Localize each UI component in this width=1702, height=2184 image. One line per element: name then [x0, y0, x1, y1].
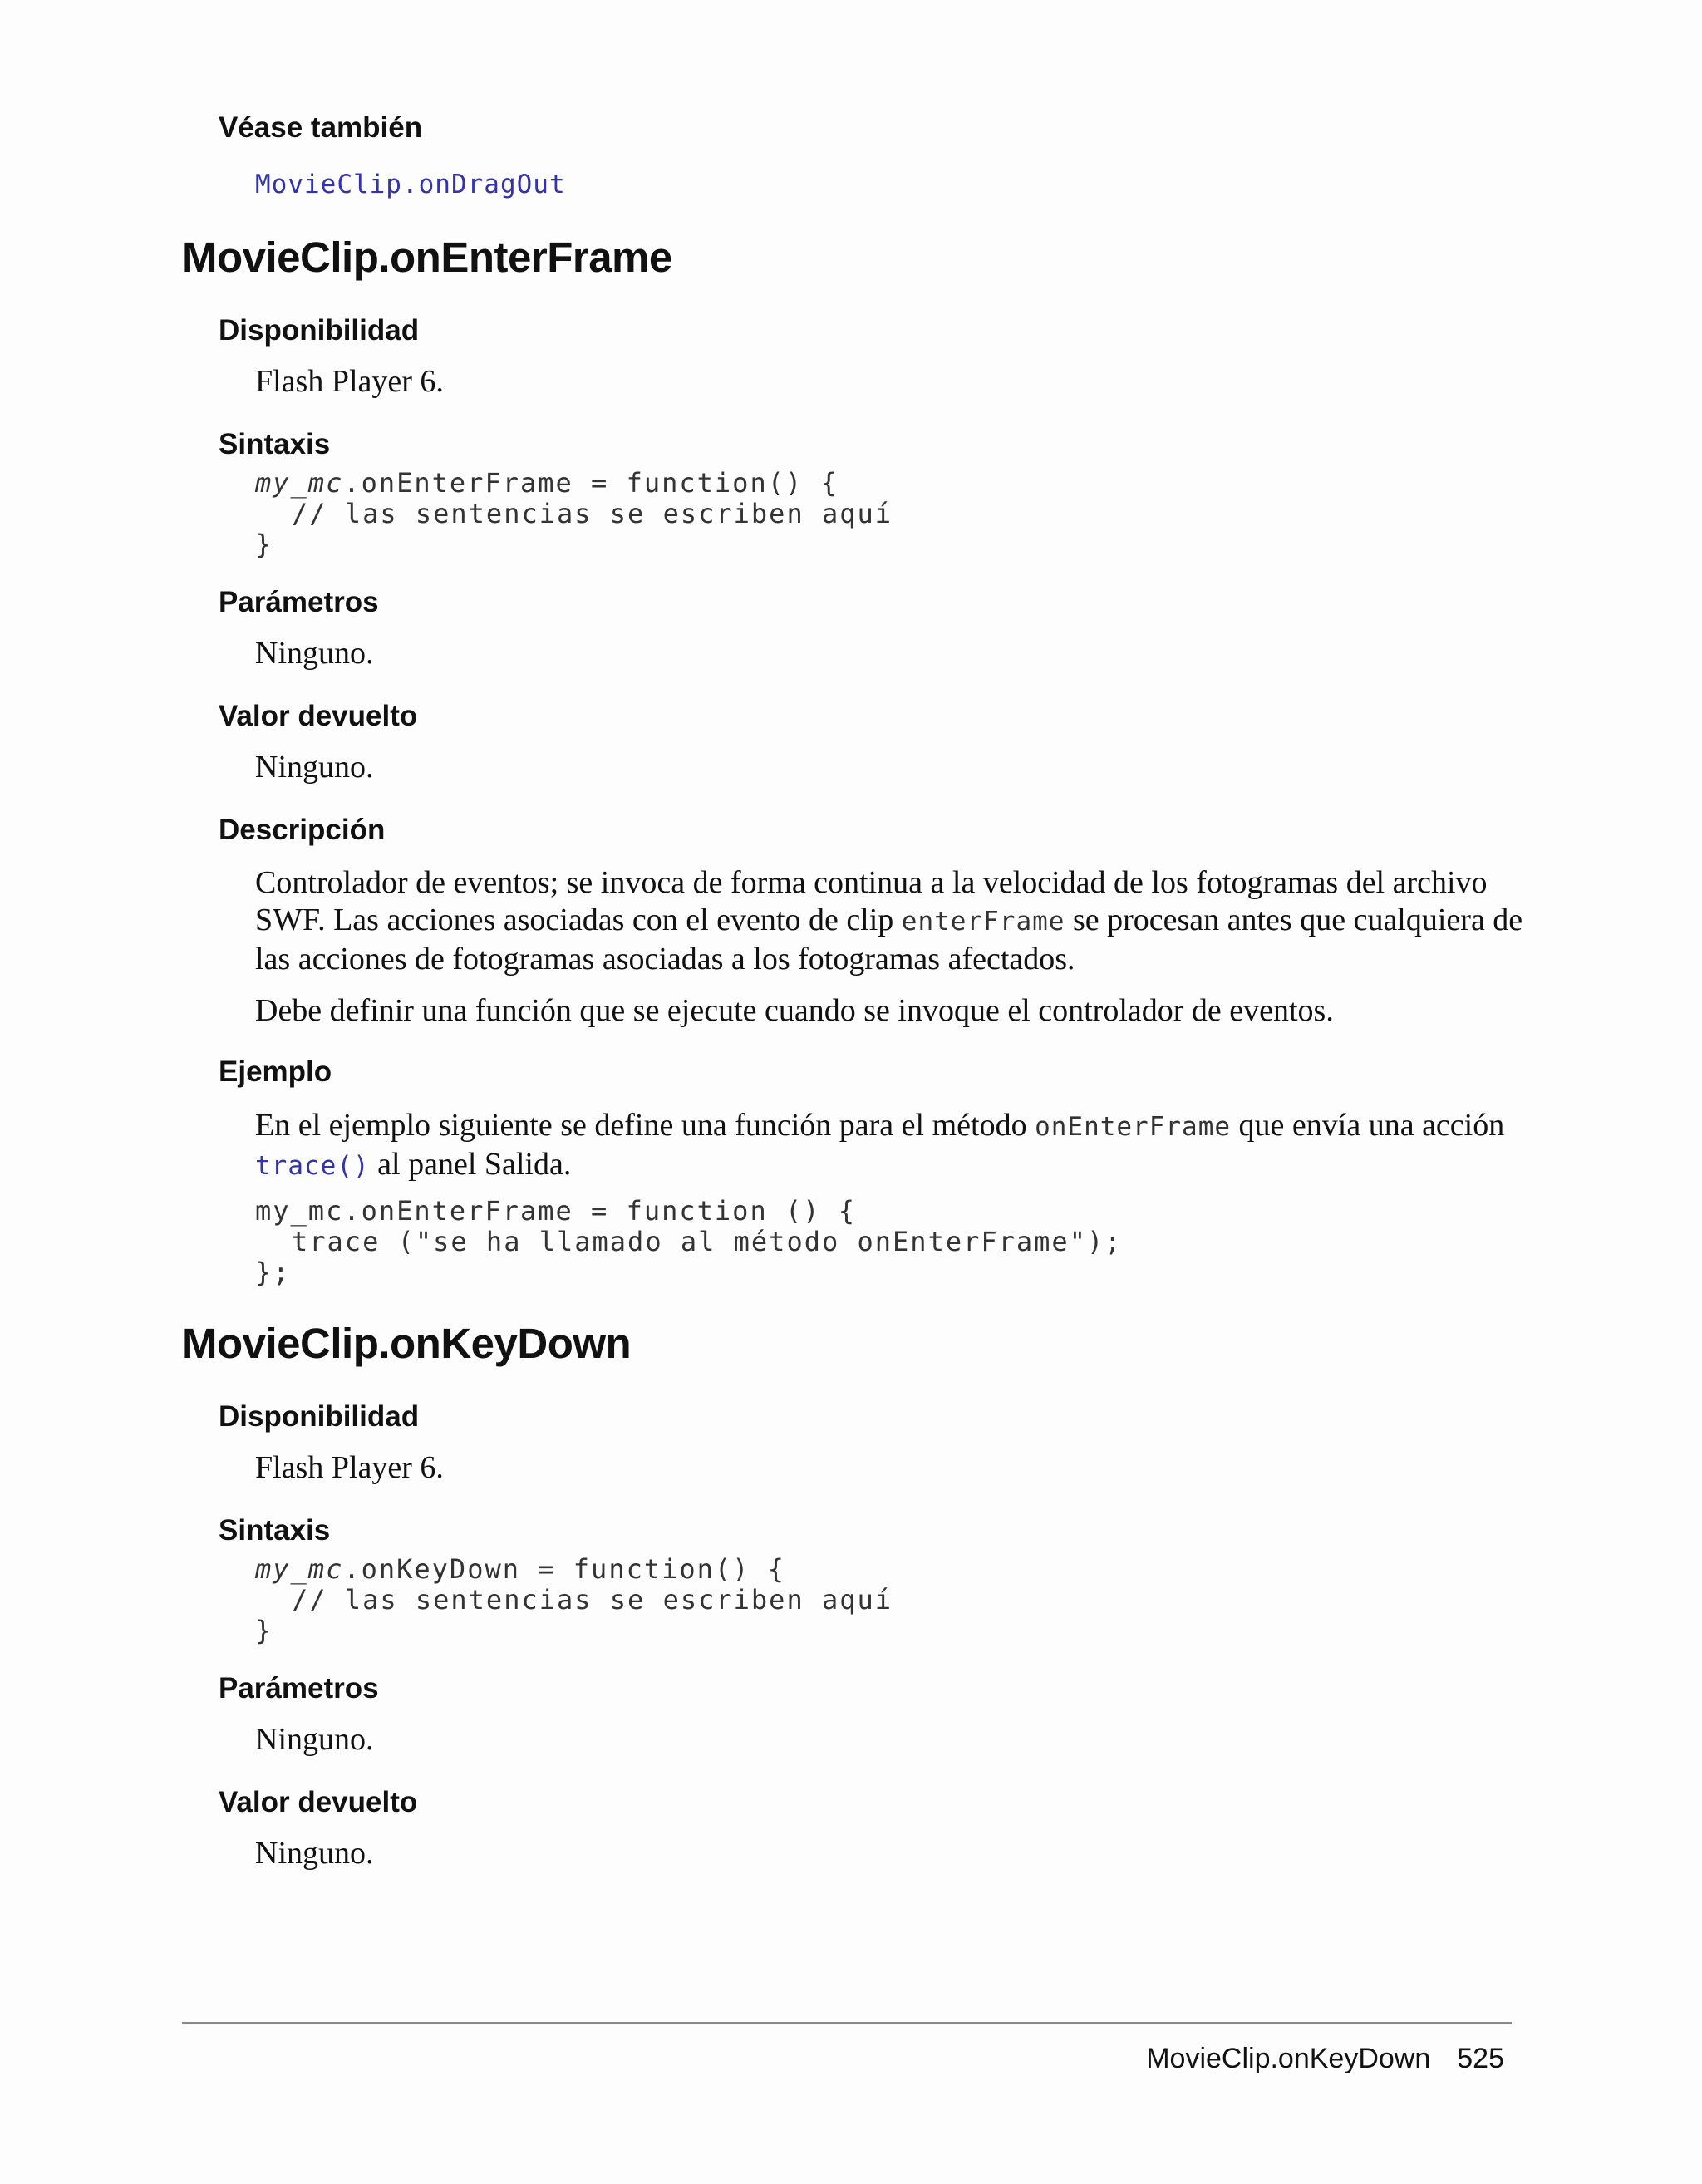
see-also-link[interactable]: MovieClip.onDragOut: [255, 170, 566, 199]
section-title-onenterframe: MovieClip.onEnterFrame: [182, 234, 672, 281]
footer-running-title: MovieClip.onKeyDown: [1146, 2043, 1431, 2074]
page-footer: [1146, 2043, 1504, 2075]
syntax2-line-3: }: [255, 1615, 273, 1646]
availability-heading-2: Disponibilidad: [219, 1400, 420, 1433]
example-text-c: al panel Salida.: [369, 1147, 572, 1182]
example-code-line-1: my_mc.onEnterFrame = function () {: [255, 1195, 857, 1227]
returns-heading-2: Valor devuelto: [219, 1786, 418, 1818]
syntax2-line-2: [255, 1585, 893, 1616]
syntax-instance-name: my_mc: [255, 467, 344, 499]
example-heading: Ejemplo: [219, 1055, 332, 1088]
syntax-line-3: }: [255, 529, 273, 560]
availability-value-2: Flash Player 6.: [255, 1450, 444, 1485]
description-text-c: Debe definir una función que se ejecute cuando se invoque el controlador de eventos.: [255, 993, 1334, 1028]
syntax2-instance-name: my_mc: [255, 1553, 344, 1585]
returns-text: [255, 749, 1527, 786]
parameters-value-2: Ninguno.: [255, 1722, 374, 1757]
section-title-onkeydown: MovieClip.onKeyDown: [182, 1320, 632, 1367]
syntax-code-block: [255, 468, 893, 560]
description-paragraph-2: [255, 992, 1527, 1030]
syntax2-line-1: [255, 1554, 893, 1585]
footer-rule: [182, 2022, 1512, 2024]
parameters-value: Ninguno.: [255, 636, 374, 671]
see-also-block: [255, 165, 1527, 204]
parameters-text: [255, 635, 1527, 672]
example-code-onenterframe: onEnterFrame: [1035, 1112, 1232, 1142]
syntax2-line-2-text: // las sentencias se escriben aquí: [292, 1584, 893, 1616]
syntax-line-1: [255, 468, 893, 499]
syntax-line-2: [255, 499, 893, 529]
syntax-line-2-text: // las sentencias se escriben aquí: [292, 498, 893, 529]
availability-heading: Disponibilidad: [219, 314, 420, 347]
page-number: 525: [1457, 2043, 1504, 2074]
example-code-line-2: [255, 1227, 1122, 1257]
syntax-heading: Sintaxis: [219, 428, 331, 460]
example-code-line-3: };: [255, 1257, 291, 1288]
example-text-b: que envía una acción: [1231, 1108, 1505, 1143]
description-heading: Descripción: [219, 814, 386, 846]
description-text-a: Controlador de eventos; se invoca de forma continua a la velocidad de los fotogramas del archivo SWF. Las acciones asociadas con el evento de clip: [255, 865, 1488, 937]
example-link-trace[interactable]: trace(): [255, 1151, 370, 1181]
example-text-a: En el ejemplo siguiente se define una función para el método: [255, 1108, 1035, 1143]
returns-text-2: [255, 1835, 1527, 1872]
returns-value: Ninguno.: [255, 750, 374, 785]
availability-text: [255, 363, 1527, 401]
syntax-code-block-2: [255, 1554, 893, 1646]
returns-heading: Valor devuelto: [219, 700, 418, 732]
returns-value-2: Ninguno.: [255, 1836, 374, 1871]
availability-value: Flash Player 6.: [255, 364, 444, 399]
parameters-heading: Parámetros: [219, 586, 379, 618]
syntax-line-1-rest: .onEnterFrame = function() {: [343, 467, 839, 499]
availability-text-2: [255, 1449, 1527, 1487]
example-paragraph: [255, 1107, 1527, 1185]
example-code-block: [255, 1196, 1122, 1288]
syntax-heading-2: Sintaxis: [219, 1514, 331, 1547]
syntax2-line-1-rest: .onKeyDown = function() {: [343, 1553, 785, 1585]
description-paragraph-1: [255, 864, 1527, 978]
parameters-heading-2: Parámetros: [219, 1672, 379, 1704]
example-code-line-2-text: trace ("se ha llamado al método onEnterFrame");: [292, 1226, 1123, 1257]
parameters-text-2: [255, 1721, 1527, 1759]
description-text-b: se procesan antes que cualquiera de las acciones de fotogramas asociadas a los fotogramas afectados.: [255, 903, 1523, 976]
description-code-enterframe: enterFrame: [901, 907, 1065, 937]
see-also-heading: Véase también: [219, 111, 423, 144]
